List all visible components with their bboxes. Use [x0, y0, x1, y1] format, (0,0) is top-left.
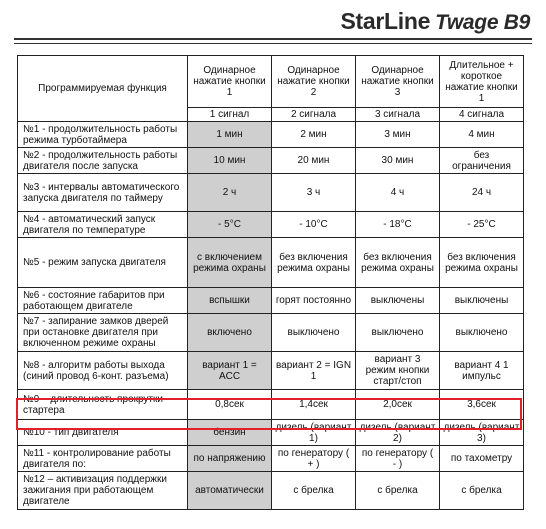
header-rule-thin [14, 43, 532, 44]
column-header: Одинарное нажатие кнопки 3 [356, 56, 440, 108]
value-cell: выключено [440, 314, 524, 352]
value-cell: 3 мин [356, 122, 440, 148]
function-cell: №6 - состояние габаритов при работающем двигателе [18, 288, 188, 314]
value-cell: без ограничения [440, 148, 524, 174]
table-row [18, 122, 524, 148]
table-row [18, 472, 524, 510]
value-cell: без включения режима охраны [272, 238, 356, 288]
function-cell: №7 - запирание замков дверей при остановке двигателя при включенном режиме охраны [18, 314, 188, 352]
function-cell: №9 – длительность прокрутки стартера [18, 390, 188, 420]
value-cell: 3,6сек [440, 390, 524, 420]
table-row [18, 420, 524, 446]
value-cell: выключено [356, 314, 440, 352]
value-cell: выключено [272, 314, 356, 352]
table-row [18, 148, 524, 174]
value-cell: горят постоянно [272, 288, 356, 314]
function-cell: №8 - алгоритм работы выхода (синий провод 6-конт. разъема) [18, 352, 188, 390]
value-cell: по генератору ( + ) [272, 446, 356, 472]
table-header-row [18, 56, 524, 108]
function-cell: №2 - продолжительность работы двигателя после запуска [18, 148, 188, 174]
value-cell: 20 мин [272, 148, 356, 174]
column-header: Одинарное нажатие кнопки 2 [272, 56, 356, 108]
value-cell: 4 мин [440, 122, 524, 148]
signal-cell: 4 сигнала [440, 108, 524, 122]
table-row [18, 352, 524, 390]
value-cell: с брелка [356, 472, 440, 510]
value-cell: 1,4сек [272, 390, 356, 420]
value-cell: - 25°C [440, 212, 524, 238]
value-cell: с брелка [440, 472, 524, 510]
value-cell: без включения режима охраны [440, 238, 524, 288]
value-cell: автоматически [188, 472, 272, 510]
value-cell: 1 мин [188, 122, 272, 148]
signal-cell: 3 сигнала [356, 108, 440, 122]
value-cell: по генератору ( - ) [356, 446, 440, 472]
value-cell: вариант 2 = IGN 1 [272, 352, 356, 390]
table-row [18, 212, 524, 238]
table-row [18, 446, 524, 472]
value-cell: включено [188, 314, 272, 352]
function-cell: №12 – активизация поддержки зажигания при работающем двигателе [18, 472, 188, 510]
function-cell: №5 - режим запуска двигателя [18, 238, 188, 288]
value-cell: вариант 3 режим кнопки старт/стоп [356, 352, 440, 390]
value-cell: 10 мин [188, 148, 272, 174]
table-row [18, 390, 524, 420]
value-cell: выключены [356, 288, 440, 314]
value-cell: вариант 4 1 импульс [440, 352, 524, 390]
value-cell: 30 мин [356, 148, 440, 174]
column-header: Одинарное нажатие кнопки 1 [188, 56, 272, 108]
function-cell: №10 - тип двигателя [18, 420, 188, 446]
value-cell: - 5°C [188, 212, 272, 238]
value-cell: - 10°C [272, 212, 356, 238]
column-header: Длительное + короткое нажатие кнопки 1 [440, 56, 524, 108]
value-cell: 2,0сек [356, 390, 440, 420]
value-cell: с брелка [272, 472, 356, 510]
function-cell: №3 - интервалы автоматического запуска двигателя по таймеру [18, 174, 188, 212]
value-cell: дизель (вариант 2) [356, 420, 440, 446]
value-cell: 3 ч [272, 174, 356, 212]
settings-table [17, 55, 524, 510]
value-cell: бензин [188, 420, 272, 446]
value-cell: без включения режима охраны [356, 238, 440, 288]
brand-logo [341, 8, 530, 35]
value-cell: 0,8сек [188, 390, 272, 420]
function-cell: №1 - продолжительность работы режима турботаймера [18, 122, 188, 148]
header-rule [14, 38, 532, 40]
value-cell: выключены [440, 288, 524, 314]
value-cell: 4 ч [356, 174, 440, 212]
value-cell: по тахометру [440, 446, 524, 472]
signal-cell: 1 сигнал [188, 108, 272, 122]
table-row [18, 288, 524, 314]
value-cell: вариант 1 = ACC [188, 352, 272, 390]
value-cell: дизель (вариант 1) [272, 420, 356, 446]
function-cell: №4 - автоматический запуск двигателя по температуре [18, 212, 188, 238]
signal-cell: 2 сигнала [272, 108, 356, 122]
brand-name: StarLine [340, 8, 431, 34]
function-column-header: Программируемая функция [18, 56, 188, 122]
value-cell: дизель (вариант 3) [440, 420, 524, 446]
table-row [18, 238, 524, 288]
table-row [18, 314, 524, 352]
value-cell: 2 ч [188, 174, 272, 212]
value-cell: вспышки [188, 288, 272, 314]
brand-model: Twage B9 [435, 11, 530, 34]
table-row [18, 174, 524, 212]
value-cell: 2 мин [272, 122, 356, 148]
value-cell: по напряжению [188, 446, 272, 472]
function-cell: №11 - контролирование работы двигателя по: [18, 446, 188, 472]
value-cell: с включением режима охраны [188, 238, 272, 288]
value-cell: - 18°C [356, 212, 440, 238]
value-cell: 24 ч [440, 174, 524, 212]
